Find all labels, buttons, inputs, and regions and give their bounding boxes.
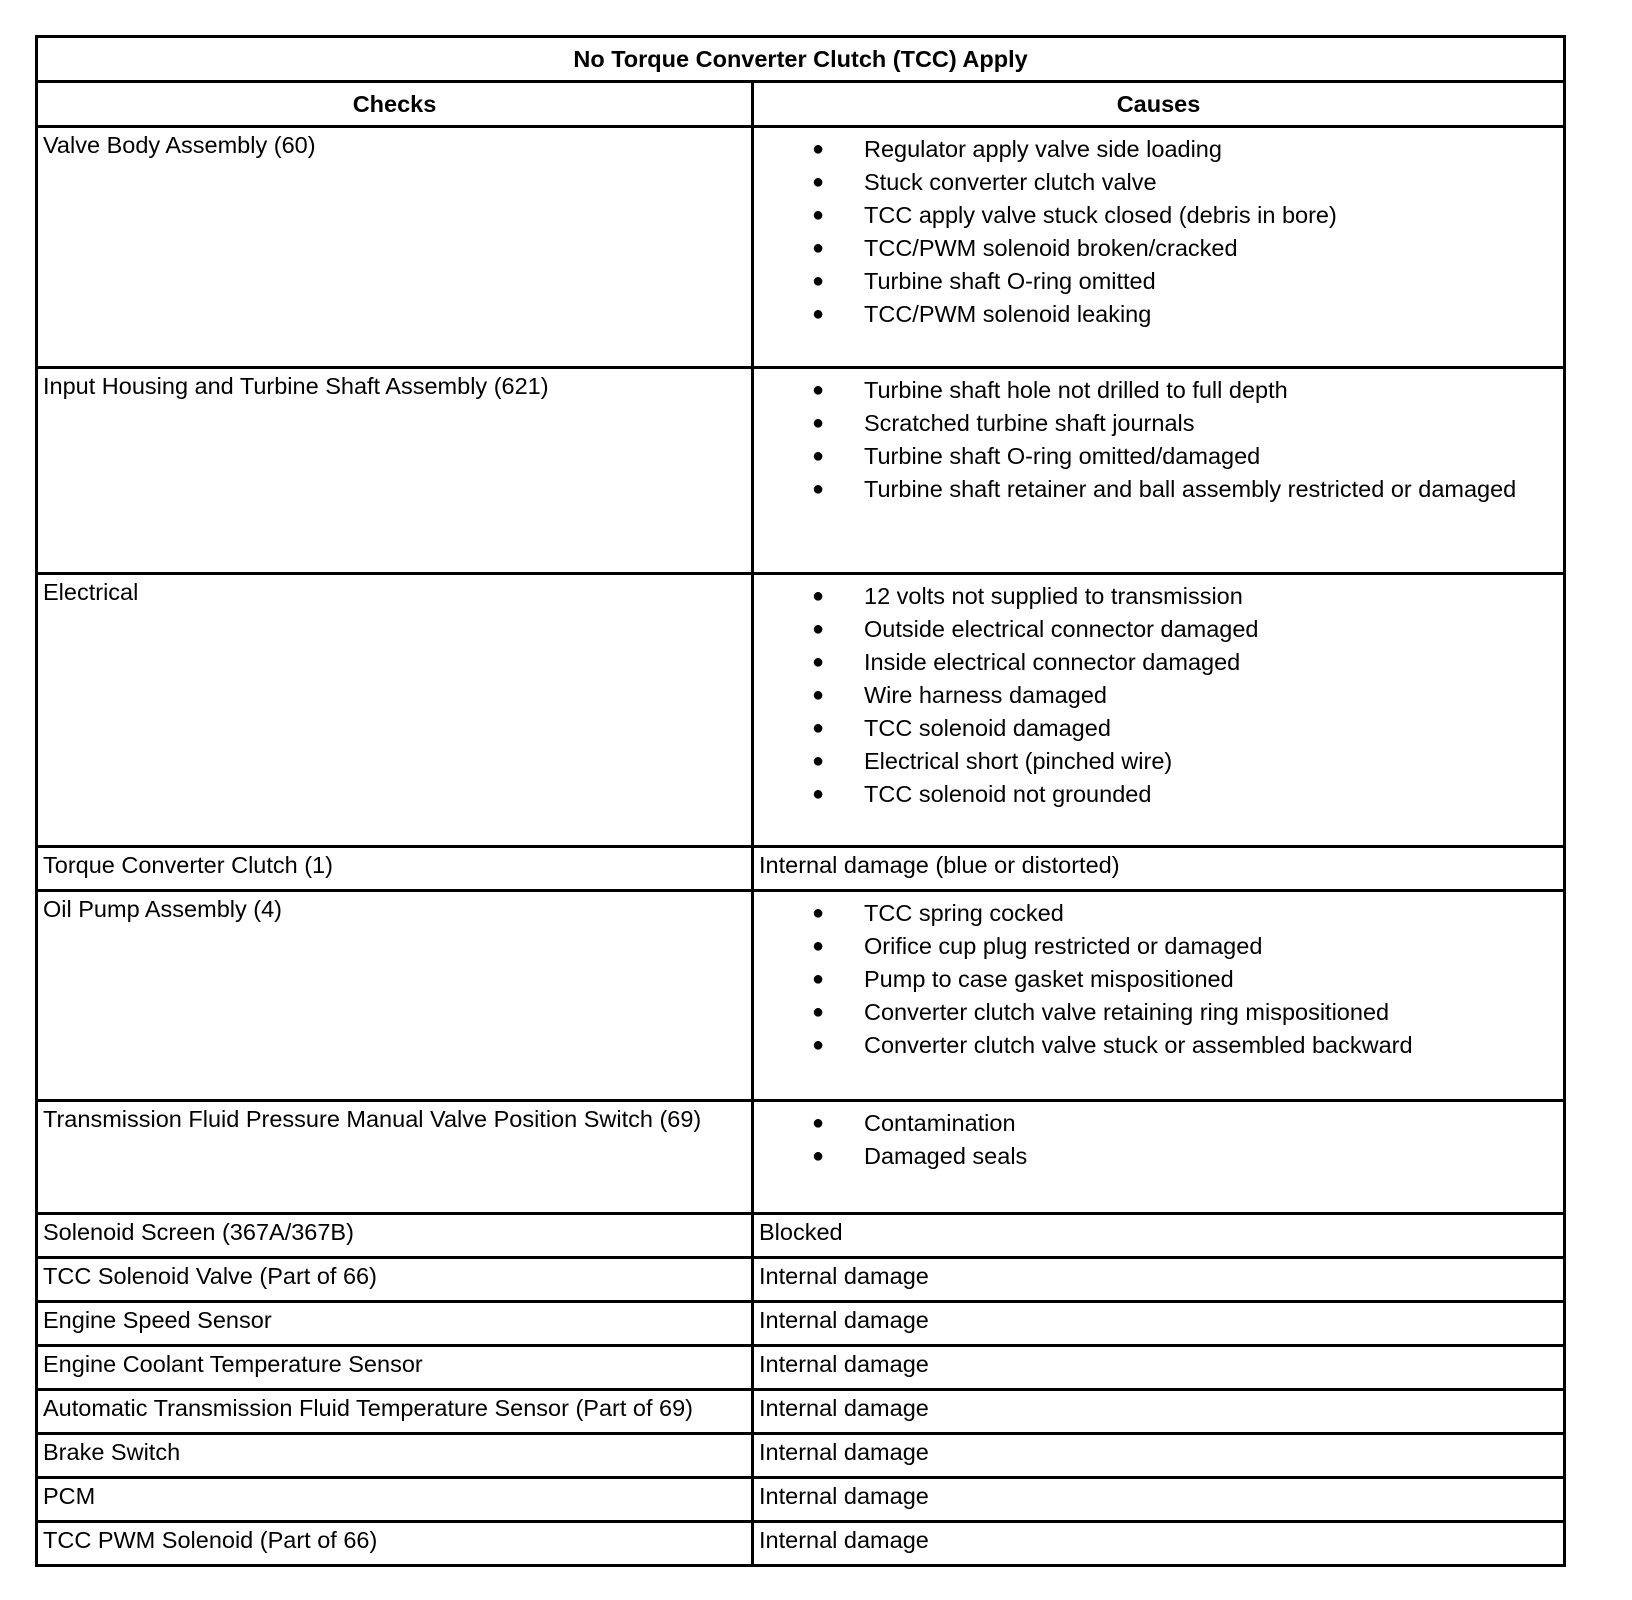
list-item: ● Turbine shaft hole not drilled to full depth [759, 374, 1558, 407]
causes-cell [753, 891, 1565, 1101]
table-row [37, 368, 1565, 574]
bullet-icon: ● [812, 270, 825, 292]
cause-cell: Internal damage [753, 1434, 1565, 1478]
table-row [37, 1390, 1565, 1434]
bullet-icon: ● [812, 585, 825, 607]
table-row [37, 1478, 1565, 1522]
bullet-icon: ● [812, 445, 825, 467]
list-item: ● 12 volts not supplied to transmission [759, 580, 1558, 613]
cause-cell: Blocked [753, 1214, 1565, 1258]
check-cell: Valve Body Assembly (60) [37, 127, 753, 368]
cause-cell: Internal damage [753, 1258, 1565, 1302]
bullet-icon: ● [812, 1034, 825, 1056]
check-cell: Oil Pump Assembly (4) [37, 891, 753, 1101]
list-item: ● Orifice cup plug restricted or damaged [759, 930, 1558, 963]
bullet-icon: ● [812, 1001, 825, 1023]
causes-list [759, 1107, 1558, 1173]
list-item: ● Converter clutch valve retaining ring mispositioned [759, 996, 1558, 1029]
table-row [37, 1522, 1565, 1566]
bullet-icon: ● [812, 684, 825, 706]
bullet-icon: ● [812, 303, 825, 325]
causes-cell [753, 368, 1565, 574]
check-cell: Automatic Transmission Fluid Temperature Sensor (Part of 69) [37, 1390, 753, 1434]
list-item: ● TCC solenoid damaged [759, 712, 1558, 745]
table-row [37, 1214, 1565, 1258]
check-cell: Brake Switch [37, 1434, 753, 1478]
cause-cell: Internal damage (blue or distorted) [753, 847, 1565, 891]
check-cell: TCC PWM Solenoid (Part of 66) [37, 1522, 753, 1566]
list-item: ● TCC spring cocked [759, 897, 1558, 930]
bullet-icon: ● [812, 412, 825, 434]
bullet-icon: ● [812, 651, 825, 673]
list-item: ● Wire harness damaged [759, 679, 1558, 712]
table-row [37, 1302, 1565, 1346]
cause-cell: Internal damage [753, 1302, 1565, 1346]
causes-list [759, 897, 1558, 1062]
check-cell: Solenoid Screen (367A/367B) [37, 1214, 753, 1258]
list-item: ● Contamination [759, 1107, 1558, 1140]
check-cell: Electrical [37, 574, 753, 847]
list-item: ● Outside electrical connector damaged [759, 613, 1558, 646]
causes-cell [753, 127, 1565, 368]
check-cell: Input Housing and Turbine Shaft Assembly (621) [37, 368, 753, 574]
table-row [37, 847, 1565, 891]
list-item: ● Turbine shaft retainer and ball assembly restricted or damaged [759, 473, 1558, 506]
bullet-icon: ● [812, 717, 825, 739]
cause-cell: Internal damage [753, 1478, 1565, 1522]
bullet-icon: ● [812, 935, 825, 957]
cause-cell: Internal damage [753, 1346, 1565, 1390]
causes-list [759, 133, 1558, 331]
bullet-icon: ● [812, 968, 825, 990]
bullet-icon: ● [812, 783, 825, 805]
causes-header: Causes [753, 82, 1565, 127]
check-cell: PCM [37, 1478, 753, 1522]
list-item: ● TCC solenoid not grounded [759, 778, 1558, 811]
bullet-icon: ● [812, 379, 825, 401]
list-item: ● Stuck converter clutch valve [759, 166, 1558, 199]
bullet-icon: ● [812, 1145, 825, 1167]
bullet-icon: ● [812, 204, 825, 226]
list-item: ● Turbine shaft O-ring omitted [759, 265, 1558, 298]
check-cell: Transmission Fluid Pressure Manual Valve Position Switch (69) [37, 1101, 753, 1214]
diagnosis-table [35, 35, 1566, 1567]
bullet-icon: ● [812, 237, 825, 259]
table-title: No Torque Converter Clutch (TCC) Apply [37, 37, 1565, 82]
list-item: ● Inside electrical connector damaged [759, 646, 1558, 679]
table-row [37, 891, 1565, 1101]
bullet-icon: ● [812, 138, 825, 160]
causes-list [759, 580, 1558, 811]
table-row [37, 1258, 1565, 1302]
cause-cell: Internal damage [753, 1522, 1565, 1566]
list-item: ● Pump to case gasket mispositioned [759, 963, 1558, 996]
table-row [37, 1101, 1565, 1214]
check-cell: TCC Solenoid Valve (Part of 66) [37, 1258, 753, 1302]
check-cell: Torque Converter Clutch (1) [37, 847, 753, 891]
bullet-icon: ● [812, 902, 825, 924]
table-row [37, 1346, 1565, 1390]
list-item: ● Scratched turbine shaft journals [759, 407, 1558, 440]
list-item: ● TCC/PWM solenoid broken/cracked [759, 232, 1558, 265]
causes-cell [753, 574, 1565, 847]
list-item: ● Turbine shaft O-ring omitted/damaged [759, 440, 1558, 473]
check-cell: Engine Speed Sensor [37, 1302, 753, 1346]
list-item: ● Converter clutch valve stuck or assembled backward [759, 1029, 1558, 1062]
checks-header: Checks [37, 82, 753, 127]
table-header-row [37, 82, 1565, 127]
list-item: ● Damaged seals [759, 1140, 1558, 1173]
list-item: ● Regulator apply valve side loading [759, 133, 1558, 166]
cause-cell: Internal damage [753, 1390, 1565, 1434]
list-item: ● TCC/PWM solenoid leaking [759, 298, 1558, 331]
table-row [37, 1434, 1565, 1478]
bullet-icon: ● [812, 750, 825, 772]
bullet-icon: ● [812, 618, 825, 640]
table-row [37, 127, 1565, 368]
table-title-row [37, 37, 1565, 82]
bullet-icon: ● [812, 1112, 825, 1134]
table-row [37, 574, 1565, 847]
bullet-icon: ● [812, 171, 825, 193]
list-item: ● TCC apply valve stuck closed (debris in bore) [759, 199, 1558, 232]
check-cell: Engine Coolant Temperature Sensor [37, 1346, 753, 1390]
causes-list [759, 374, 1558, 506]
list-item: ● Electrical short (pinched wire) [759, 745, 1558, 778]
causes-cell [753, 1101, 1565, 1214]
bullet-icon: ● [812, 478, 825, 500]
